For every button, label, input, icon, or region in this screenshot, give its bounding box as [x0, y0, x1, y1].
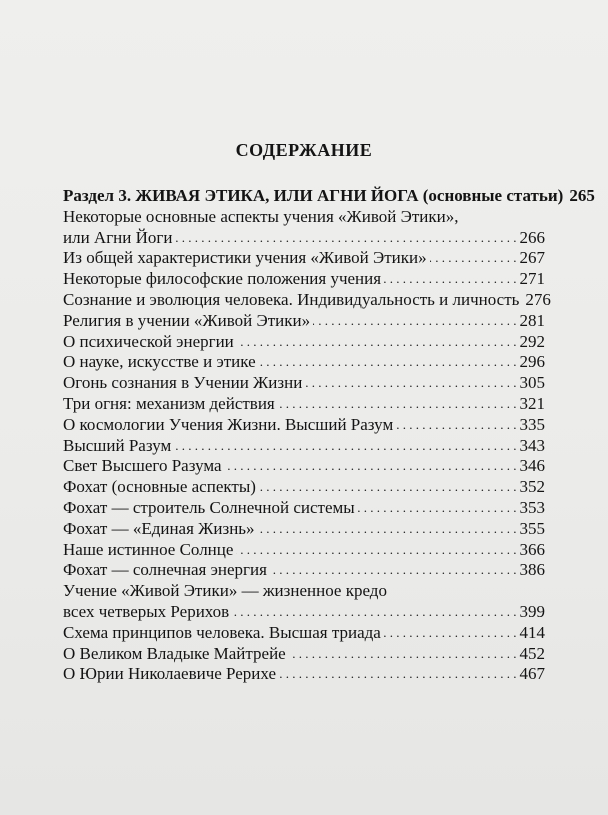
- toc-entry: [63, 519, 545, 540]
- toc-entry: [63, 289, 551, 311]
- toc-entry-title: О науке, искусстве и этике: [63, 352, 256, 372]
- toc-entry-title: Религия в учении «Живой Этики»: [63, 310, 311, 330]
- toc-entry-title: Три огня: механизм действия: [63, 393, 275, 413]
- toc-page-number: 452: [519, 643, 545, 663]
- toc-dot-leader: [358, 498, 517, 519]
- toc-entry: [63, 373, 545, 394]
- toc-page-number: 276: [525, 289, 551, 309]
- toc-page-number: 335: [519, 414, 545, 434]
- toc-entry-title: всех четверых Рерихов: [63, 601, 230, 621]
- toc-page-number: 346: [519, 456, 545, 476]
- toc-page-number: 305: [519, 373, 545, 393]
- toc-entry-title: О Великом Владыке Майтрейе: [63, 643, 286, 663]
- toc-page-number: 265: [569, 186, 595, 205]
- toc-entry-title: Наше истинное Солнце: [63, 539, 234, 559]
- toc-entry-title: Фохат — «Единая Жизнь»: [63, 518, 255, 538]
- toc-page-number: 414: [519, 622, 545, 642]
- toc-entry-title: Сознание и эволюция человека. Индивидуальность и личность: [63, 289, 520, 309]
- toc-entry: [63, 602, 545, 623]
- toc-entry: [63, 581, 545, 602]
- toc-entry: [63, 248, 545, 269]
- toc-page-number: 321: [519, 393, 545, 413]
- toc-entry-title: Фохат — строитель Солнечной системы: [63, 497, 355, 517]
- toc-dot-leader: [175, 228, 516, 249]
- toc-entry-title: Из общей характеристики учения «Живой Этики»: [63, 248, 427, 268]
- toc-page-number: 296: [519, 352, 545, 372]
- toc-entry-title: О космологии Учения Жизни. Высший Разум: [63, 414, 394, 434]
- toc-page-number: 352: [519, 477, 545, 497]
- toc-dot-leader: [174, 436, 516, 457]
- toc-dot-leader: [313, 311, 516, 332]
- toc-entry-title: Схема принципов человека. Высшая триада: [63, 622, 381, 642]
- toc-page-number: 366: [519, 539, 545, 559]
- toc-entry: [63, 415, 545, 436]
- toc-entry: [63, 394, 545, 415]
- page-title: СОДЕРЖАНИЕ: [235, 140, 373, 160]
- toc-entry-title: Фохат — солнечная энергия: [63, 560, 267, 580]
- toc-page-number: 467: [519, 664, 545, 684]
- toc-entry: [63, 540, 545, 561]
- toc-page-number: 355: [519, 518, 545, 538]
- toc-dot-leader: [232, 602, 516, 623]
- toc-entry: [63, 352, 545, 373]
- toc-entry-title: О психической энергии: [63, 331, 234, 351]
- toc-page-number: 399: [519, 601, 545, 621]
- toc-dot-leader: [384, 269, 516, 290]
- toc-dot-leader: [289, 644, 517, 665]
- toc-entry: [63, 311, 545, 332]
- toc-dot-leader: [430, 248, 517, 269]
- toc-page-number: 271: [519, 269, 545, 289]
- toc-entry: [63, 498, 545, 519]
- toc-entry: [63, 644, 545, 665]
- toc-dot-leader: [305, 373, 516, 394]
- toc-entry: [63, 560, 545, 581]
- toc-dot-leader: [259, 352, 517, 373]
- toc-dot-leader: [384, 623, 517, 644]
- toc-dot-leader: [270, 560, 517, 581]
- toc-entry-title: Некоторые философские положения учения: [63, 269, 382, 289]
- toc-entry: [63, 228, 545, 249]
- toc-entry: [63, 456, 545, 477]
- toc-section-heading: [63, 186, 595, 207]
- toc-entry-title: О Юрии Николаевиче Рерихе: [63, 664, 277, 684]
- toc-entry-title: Свет Высшего Разума: [63, 456, 222, 476]
- toc-entry: [63, 477, 545, 498]
- toc-entry: [63, 332, 545, 353]
- toc-entry-title: Фохат (основные аспекты): [63, 477, 256, 497]
- toc-entry: [63, 207, 545, 228]
- toc-entry: [63, 623, 545, 644]
- toc-page-number: 343: [519, 435, 545, 455]
- toc-page-number: 267: [519, 248, 545, 268]
- toc-entry-title: Некоторые основные аспекты учения «Живой Этики»,: [63, 206, 459, 226]
- toc-dot-leader: [225, 456, 517, 477]
- toc-page-number: 292: [519, 331, 545, 351]
- toc-dot-leader: [259, 477, 517, 498]
- toc-entry-title: Высший Разум: [63, 435, 172, 455]
- toc-entry-title: Учение «Живой Этики» — жизненное кредо: [63, 581, 387, 601]
- toc-dot-leader: [278, 394, 517, 415]
- toc-page-number: 386: [519, 560, 545, 580]
- table-of-contents: [63, 186, 595, 685]
- toc-page-number: 281: [519, 310, 545, 330]
- toc-entry: [63, 664, 545, 685]
- toc-dot-leader: [237, 332, 517, 353]
- toc-dot-leader: [236, 540, 516, 561]
- toc-entry: [63, 436, 545, 457]
- toc-entry-title: Огонь сознания в Учении Жизни: [63, 373, 303, 393]
- toc-page-number: 266: [519, 227, 545, 247]
- toc-entry-title: Раздел 3. ЖИВАЯ ЭТИКА, ИЛИ АГНИ ЙОГА (основные статьи): [63, 186, 564, 205]
- toc-entry-title: или Агни Йоги: [63, 227, 173, 247]
- toc-dot-leader: [396, 415, 516, 436]
- toc-page-number: 353: [519, 497, 545, 517]
- toc-dot-leader: [279, 664, 516, 685]
- toc-entry: [63, 269, 545, 290]
- toc-dot-leader: [258, 519, 517, 540]
